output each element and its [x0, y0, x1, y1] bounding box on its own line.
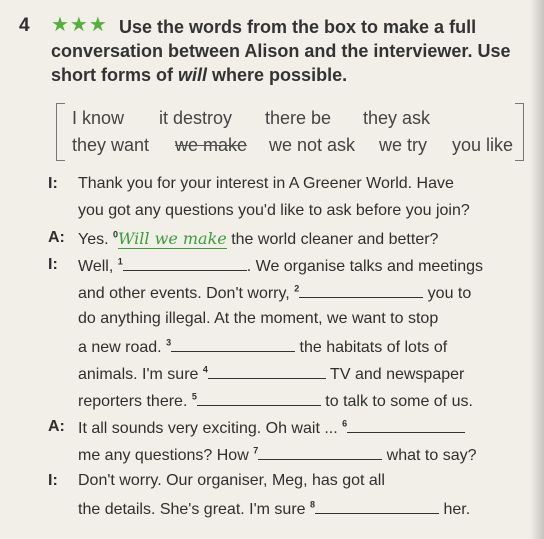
line-text: to talk to some of us.: [320, 393, 473, 410]
dialogue-line: [78, 499, 470, 519]
dialogue-line: Don't worry. Our organiser, Meg, has got all: [78, 472, 385, 489]
box-bracket-right: [515, 103, 524, 161]
dialogue-line: you got any questions you'd like to ask before you join?: [78, 202, 470, 219]
dialogue-line: do anything illegal. At the moment, we want to stop: [78, 310, 439, 327]
gap-number: 1: [117, 256, 123, 267]
gap-number: 5: [191, 391, 197, 402]
box-word: we not ask: [269, 135, 356, 155]
line-text: . We organise talks and meetings: [246, 258, 484, 275]
box-word: we try: [379, 135, 428, 155]
answer-gap[interactable]: [299, 283, 423, 298]
line-text: her.: [439, 501, 471, 518]
speaker-label: A:: [48, 418, 65, 435]
dialogue-line: [78, 391, 473, 411]
answer-gap[interactable]: [258, 445, 382, 460]
dialogue-line: [78, 445, 477, 465]
speaker-label: I:: [48, 175, 58, 192]
gap-number: 4: [202, 364, 208, 375]
line-text: animals. I'm sure: [78, 366, 203, 383]
line-text: Yes.: [78, 231, 113, 248]
line-text: the world cleaner and better?: [226, 231, 439, 248]
box-word: it destroy: [159, 108, 233, 128]
instruction-italic-will: will: [178, 65, 208, 85]
gap-number: 8: [310, 499, 316, 510]
answer-gap[interactable]: [208, 364, 326, 379]
instruction-text-1: Use the words from the box to make a full conversation between Alison and the interviewer. Use short forms of: [51, 17, 511, 85]
exercise-number: 4: [19, 15, 30, 36]
gap-number: 6: [342, 418, 348, 429]
line-text: you to: [423, 285, 472, 302]
box-word: there be: [265, 108, 332, 128]
dialogue-line: [78, 256, 483, 276]
answer-gap[interactable]: [123, 256, 247, 271]
gap-number: 2: [294, 283, 300, 294]
example-answer: Will we make: [118, 229, 227, 248]
line-text: what to say?: [382, 447, 477, 464]
instruction-text-2: where possible.: [207, 65, 348, 85]
answer-gap[interactable]: [197, 391, 321, 406]
dialogue-line: [78, 283, 471, 303]
box-bracket-left: [56, 103, 65, 161]
gap-number: 0: [113, 229, 119, 240]
answer-gap[interactable]: [347, 418, 465, 433]
dialogue-line: [78, 229, 438, 249]
box-word-crossed-out: we make: [175, 135, 248, 155]
line-text: and other events. Don't worry,: [78, 285, 295, 302]
line-text: the habitats of lots of: [295, 339, 448, 356]
speaker-label: I:: [48, 256, 58, 273]
line-text: the details. She's great. I'm sure: [78, 501, 310, 518]
dialogue-line: Thank you for your interest in A Greener World. Have: [78, 175, 454, 192]
line-text: It all sounds very exciting. Oh wait ...: [78, 420, 343, 437]
line-text: a new road.: [78, 339, 167, 356]
line-text: me any questions? How: [78, 447, 254, 464]
line-text: reporters there.: [78, 393, 192, 410]
line-text: TV and newspaper: [325, 366, 465, 383]
box-word: they ask: [363, 108, 431, 128]
answer-gap[interactable]: [315, 499, 439, 514]
answer-gap[interactable]: [171, 337, 295, 352]
box-word: they want: [72, 135, 150, 155]
box-word: you like: [452, 135, 514, 155]
line-text: Well,: [78, 258, 118, 275]
dialogue-line: [78, 337, 447, 357]
speaker-label: A:: [48, 229, 65, 246]
word-box: [56, 103, 524, 161]
difficulty-stars: ★★★: [51, 14, 108, 36]
gap-number: 3: [166, 337, 172, 348]
dialogue-line: [78, 418, 465, 438]
dialogue-line: [78, 364, 464, 384]
box-word: I know: [72, 108, 125, 128]
exercise-instruction: [51, 15, 529, 87]
speaker-label: I:: [48, 472, 58, 489]
gap-number: 7: [253, 445, 259, 456]
